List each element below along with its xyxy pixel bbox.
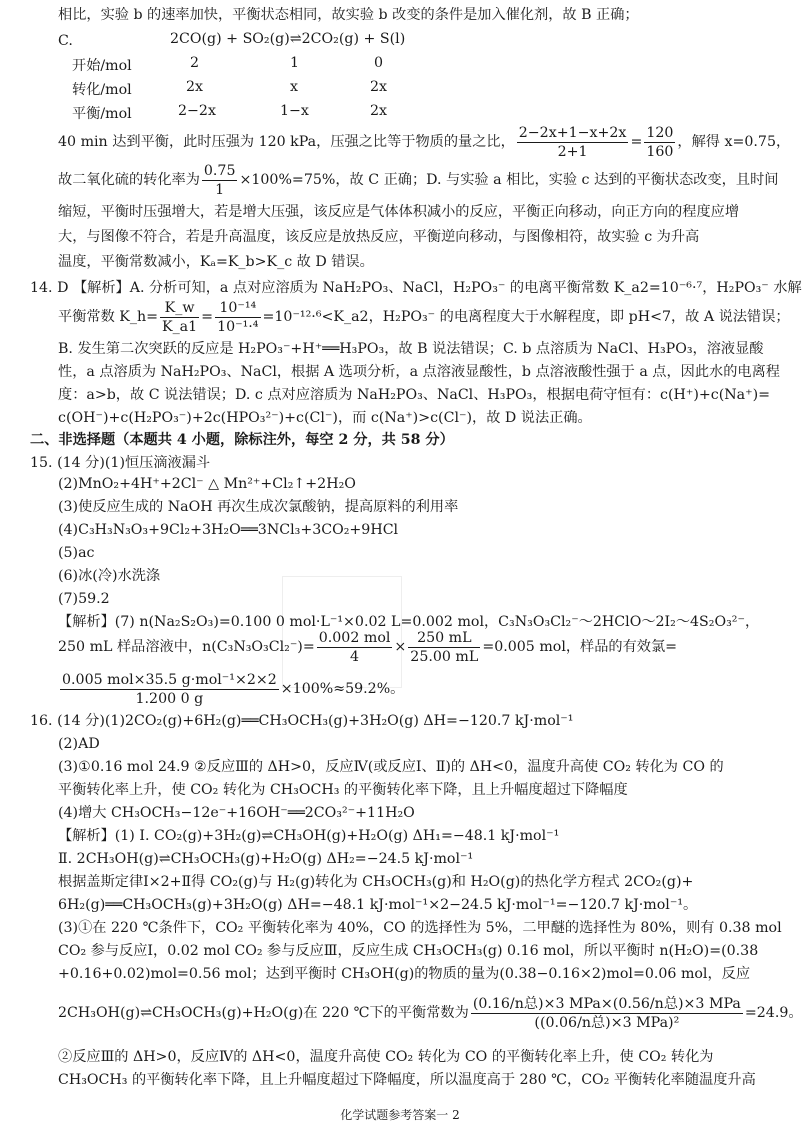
fraction: $\frac{\text{(0.16/n总)×3 MPa×(0.56/n总)×3 MPa}}{\text{((0.06/n总)×3 MPa)²}}$ xyxy=(472,995,741,1031)
fraction: $\frac{0.75}{1}$ xyxy=(203,162,236,198)
text-line: $\frac{\text{0.005 mol×35.5 g·mol⁻¹×2×2}}{1.200 0 g}$ ×100%≈59.2%。 xyxy=(62,671,405,707)
page-footer: 化学试题参考答案一 2 xyxy=(340,1108,460,1122)
text-line: 16. (14 分)(1)2CO₂(g)+6H₂(g)══CH₃OCH₃(g)+3H₂O(g) ΔH=−120.7 kJ·mol⁻¹ xyxy=(30,713,574,729)
cell: 2−2x xyxy=(178,103,216,119)
text-line: c(OH⁻)+c(H₂PO₃⁻)+2c(HPO₃²⁻)+c(Cl⁻)，而 c(Na⁺)>c(Cl⁻)，故 D 说法正确。 xyxy=(58,410,592,426)
cell: 2 xyxy=(190,55,200,71)
cell: 0 xyxy=(374,55,384,71)
text-line: 平衡转化率上升，使 CO₂ 转化为 CH₃OCH₃ 的平衡转化率下降，且上升幅度超过下降幅度 xyxy=(58,782,628,798)
text-line: 250 mL 样品溶液中，n(C₃N₃O₃Cl₂⁻)= $\frac{\text{0.002 mol}}{4}$ × $\frac{250 mL}{25.00 mL}$ =0.005 mol，样品的有效氯= xyxy=(58,629,678,665)
text-line: 温度，平衡常数减小，Kₐ=K_b>K_c 故 D 错误。 xyxy=(58,254,374,270)
text-line: +0.16+0.02)mol=0.56 mol；达到平衡时 CH₃OH(g)的物质的量为(0.38−0.16×2)mol=0.06 mol，反应 xyxy=(58,966,751,982)
text-line: (4)增大 CH₃OCH₃−12e⁻+16OH⁻══2CO₃²⁻+11H₂O xyxy=(58,805,415,821)
text-line: 故二氧化硫的转化率为 $\frac{0.75}{1}$ ×100%=75%，故 C 正确；D. 与实验 a 相比，实验 c 达到的平衡状态改变，且时间 xyxy=(58,162,779,198)
text-line: 【解析】(1) Ⅰ. CO₂(g)+3H₂(g)⇌CH₃OH(g)+H₂O(g) ΔH₁=−48.1 kJ·mol⁻¹ xyxy=(58,828,560,844)
text-line: (3)使反应生成的 NaOH 再次生成次氯酸钠，提高原料的利用率 xyxy=(58,499,459,515)
text-line: 大，与图像不符合，若是升高温度，该反应是放热反应，平衡逆向移动，与图像相符，故实验 c 为升高 xyxy=(58,229,700,245)
row-label: 平衡/mol xyxy=(72,106,132,122)
table-row xyxy=(72,79,472,101)
text-line: 性，a 点溶质为 NaH₂PO₃、NaCl，根据 A 选项分析，a 点溶液显酸性，b 点溶液酸性强于 a 点，因此水的电离程 xyxy=(58,364,780,380)
text-line: 6H₂(g)══CH₃OCH₃(g)+3H₂O(g) ΔH=−48.1 kJ·mol⁻¹×2−24.5 kJ·mol⁻¹=−120.7 kJ·mol⁻¹。 xyxy=(58,897,698,913)
fraction: $\frac{\text{10⁻¹⁴}}{\text{10⁻¹·⁴}}$ xyxy=(217,299,259,335)
cell: 2x xyxy=(186,79,204,95)
cell: 2x xyxy=(370,103,388,119)
fraction: $\frac{2-2x+1-x+2x}{2+1}$ xyxy=(518,124,627,160)
text-line: 【解析】(7) n(Na₂S₂O₃)=0.100 0 mol·L⁻¹×0.02 L=0.002 mol，C₃N₃O₃Cl₂⁻～2HClO～2I₂～4S₂O₃²⁻， xyxy=(58,614,760,630)
cell: 2x xyxy=(370,79,388,95)
text-line: (5)ac xyxy=(58,545,95,561)
text-line: Ⅱ. 2CH₃OH(g)⇌CH₃OCH₃(g)+H₂O(g) ΔH₂=−24.5 kJ·mol⁻¹ xyxy=(58,851,474,867)
text-line: (2)AD xyxy=(58,736,100,752)
fraction: $\frac{\text{0.002 mol}}{4}$ xyxy=(318,629,391,665)
text-line: C. xyxy=(58,33,73,49)
cell: x xyxy=(290,79,299,95)
text-line: 缩短，平衡时压强增大，若是增大压强，该反应是气体体积减小的反应，平衡正向移动，向正方向的程度应增 xyxy=(58,204,740,220)
text-line: 15. (14 分)(1)恒压滴液漏斗 xyxy=(30,455,211,471)
text-line: CH₃OCH₃ 的平衡转化率下降，且上升幅度超过下降幅度，所以温度高于 280 ℃，CO₂ 平衡转化率随温度升高 xyxy=(58,1072,756,1088)
text-line: (4)C₃H₃N₃O₃+9Cl₂+3H₂O══3NCl₃+3CO₂+9HCl xyxy=(58,522,399,538)
text-line: 40 min 达到平衡，此时压强为 120 kPa，压强之比等于物质的量之比， $\frac{2-2x+1-x+2x}{2+1}$ = $\frac{120}{160}$ ，解得 x=0.75， xyxy=(58,124,791,160)
text-line: ②反应Ⅲ的 ΔH>0，反应Ⅳ的 ΔH<0，温度升高使 CO₂ 转化为 CO 的平衡转化率上升，使 CO₂ 转化为 xyxy=(58,1049,714,1065)
text-line: CO₂ 参与反应Ⅰ，0.02 mol CO₂ 参与反应Ⅲ，反应生成 CH₃OCH₃(g) 0.16 mol，所以平衡时 n(H₂O)=(0.38 xyxy=(58,943,759,959)
text-line: (3)①0.16 mol 24.9 ②反应Ⅲ的 ΔH>0，反应Ⅳ(或反应Ⅰ、Ⅱ)的 ΔH<0，温度升高使 CO₂ 转化为 CO 的 xyxy=(58,759,724,775)
fraction: $\frac{K\_w}{K\_a1}$ xyxy=(161,299,198,335)
text-line: 根据盖斯定律Ⅰ×2+Ⅱ得 CO₂(g)与 H₂(g)转化为 CH₃OCH₃(g)和 H₂O(g)的热化学方程式 2CO₂(g)+ xyxy=(58,874,694,890)
section-heading: 二、非选择题（本题共 4 小题，除标注外，每空 2 分，共 58 分） xyxy=(30,432,454,448)
cell: 1−x xyxy=(280,103,309,119)
text-line: B. 发生第二次突跃的反应是 H₂PO₃⁻+H⁺══H₃PO₃，故 B 说法错误；C. b 点溶质为 NaCl、H₃PO₃，溶液显酸 xyxy=(58,341,764,357)
row-label: 开始/mol xyxy=(72,58,132,74)
row-label: 转化/mol xyxy=(72,82,132,98)
text-line: 平衡常数 K_h= $\frac{K\_w}{K\_a1}$ = $\frac{\text{10⁻¹⁴}}{\text{10⁻¹·⁴}}$ =10⁻¹²·⁶<K_a2，H₂PO₃⁻ 的电离程度大于水解程度，即 pH<7，故 A 说法错误； xyxy=(58,299,790,335)
fraction: $\frac{120}{160}$ xyxy=(646,124,674,160)
fraction: $\frac{\text{0.005 mol×35.5 g·mol⁻¹×2×2}}{1.200 0 g}$ xyxy=(62,671,277,707)
text-line: (3)①在 220 ℃条件下，CO₂ 平衡转化率为 40%，CO 的选择性为 5%，二甲醚的选择性为 80%，则有 0.38 mol xyxy=(58,920,782,936)
table-row xyxy=(72,55,472,77)
reaction-equation: 2CO(g) + SO₂(g)⇌2CO₂(g) + S(l) xyxy=(170,31,406,47)
text-line: (2)MnO₂+4H⁺+2Cl⁻ △ Mn²⁺+Cl₂↑+2H₂O xyxy=(58,476,356,492)
text-line: 度：a>b，故 C 说法错误；D. c 点对应溶质为 NaH₂PO₃、NaCl、H₃PO₃，根据电荷守恒有：c(H⁺)+c(Na⁺)= xyxy=(58,387,771,403)
text-line: 14. D 【解析】A. 分析可知，a 点对应溶质为 NaH₂PO₃、NaCl，H₂PO₃⁻ 的电离平衡常数 K_a2=10⁻⁶·⁷，H₂PO₃⁻ 水解 xyxy=(30,280,802,296)
text-line: (7)59.2 xyxy=(58,591,110,607)
text-line: 2CH₃OH(g)⇌CH₃OCH₃(g)+H₂O(g)在 220 ℃下的平衡常数为 $\frac{\text{(0.16/n总)×3 MPa×(0.56/n总)×3 MPa}}{\text{((0.06/n总)×3 MPa)²}}$ =24.9。 xyxy=(58,995,803,1031)
text-line: 相比，实验 b 的速率加快，平衡状态相同，故实验 b 改变的条件是加入催化剂，故 B 正确； xyxy=(58,7,639,23)
cell: 1 xyxy=(290,55,300,71)
text-line: (6)冰(冷)水洗涤 xyxy=(58,568,161,584)
fraction: $\frac{250 mL}{25.00 mL}$ xyxy=(410,629,479,665)
